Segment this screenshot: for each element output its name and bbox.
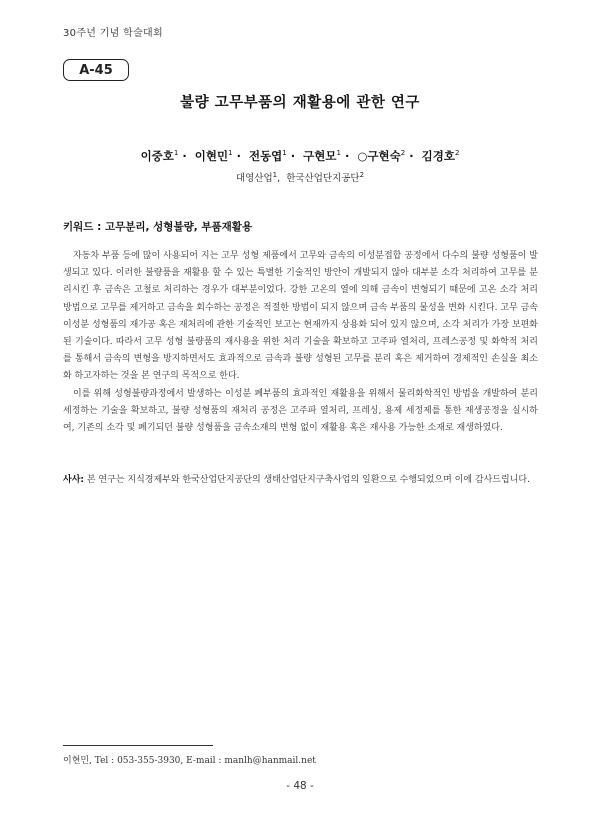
- acknowledgement: [63, 472, 538, 489]
- body-paragraph: 자동차 부품 등에 많이 사용되어 지는 고무 성형 제품에서 고무와 금속의 이성분접합 공정에서 다수의 불량 성형품이 발생되고 있다. 이러한 불량품을 재활용 할 수 있는 특별한 기술적인 방안이 개발되지 않아 대부분 소각 처리하여 고무를 분리시킨 후 금속은 고철로 처리하는 경우가 대부분이었다. 강한 고온의 열에 의해 금속이 변형되기 때문에 고온 소각 처리 방법으로 고무를 제거하고 금속을 회수하는 공정은 적절한 방법이 되지 않으며 금속 부품의 물성을 변화 시킨다. 고무 금속 이성분 성형품의 재가공 혹은 재처리에 관한 기술적인 보고는 현재까지 상용화 되어 있지 않으며, 소각 처리가 가장 보편화된 기술이다. 따라서 고무 성형 불량품의 재사용을 위한 처리 기술을 확보하고 고주파 열처리, 프레스공정 및 화학적 처리를 통해서 금속의 변형을 방지하면서도 효과적으로 금속과 불량 성형된 고무를 분리 혹은 제거하여 경제적인 손실을 최소화 하고자하는 것을 본 연구의 목적으로 한다.: [63, 251, 538, 382]
- affiliation-mark: 1: [272, 170, 278, 179]
- abstract-body: [63, 248, 538, 437]
- acknowledgement-label: 사사:: [63, 475, 84, 485]
- footnote-divider: [63, 745, 213, 746]
- author: 전동엽: [248, 149, 283, 163]
- keywords: 키워드 : 고무분리, 성형불량, 부품재활용: [63, 221, 253, 233]
- author-list: [0, 148, 600, 164]
- author: 구현모: [303, 149, 337, 163]
- presenting-author: ○구현숙: [357, 149, 401, 163]
- author-separator: ·: [286, 149, 300, 163]
- page-number: - 48 -: [286, 780, 314, 792]
- affiliation-separator: ,: [277, 173, 284, 184]
- author-affil-mark: 1: [228, 149, 233, 158]
- contact-footnote: 이현민, Tel : 053-355-3930, E-mail : manlh@hanmail.net: [63, 756, 316, 766]
- affiliation-list: [0, 170, 600, 184]
- author: 이현민: [194, 149, 229, 163]
- author-affil-mark: 1: [173, 149, 179, 158]
- author-affil-mark: 1: [336, 149, 341, 158]
- acknowledgement-text: 본 연구는 지식경제부와 한국산업단지공단의 생태산업단지구축사업의 일환으로 수행되었으며 이에 감사드립니다.: [86, 475, 530, 485]
- affiliation: 대영산업: [235, 173, 273, 184]
- author-separator: ·: [340, 149, 354, 163]
- conference-header: 30주년 기념 학술대회: [63, 28, 163, 39]
- paper-title: 불량 고무부품의 재활용에 관한 연구: [180, 95, 420, 111]
- affiliation: 한국산업단지공단: [286, 173, 360, 184]
- author-affil-mark: 2: [400, 149, 406, 158]
- author-separator: ·: [178, 149, 191, 163]
- body-paragraph: 이를 위해 성형불량과정에서 발생하는 이성분 폐부품의 효과적인 재활용을 위해서 물리화학적인 방법을 개발하여 분리 세정하는 기술을 확보하고, 불량 성형품의 재처리 공정은 고주파 열처리, 프레싱, 용제 세정제를 통한 재생공정을 실시하여, 기존의 소각 및 폐기되던 불량 성형품을 금속소재의 변형 없이 재활용 혹은 재사용 가능한 소재로 재생하였다.: [63, 388, 538, 434]
- author-separator: ·: [405, 149, 418, 163]
- author-affil-mark: 2: [454, 149, 460, 158]
- paper-code-badge: A-45: [63, 59, 129, 81]
- author: 이중호: [140, 149, 174, 163]
- author-separator: ·: [232, 149, 245, 163]
- author: 김경호: [421, 149, 455, 163]
- affiliation-mark: 2: [359, 170, 365, 179]
- author-affil-mark: 1: [282, 149, 287, 158]
